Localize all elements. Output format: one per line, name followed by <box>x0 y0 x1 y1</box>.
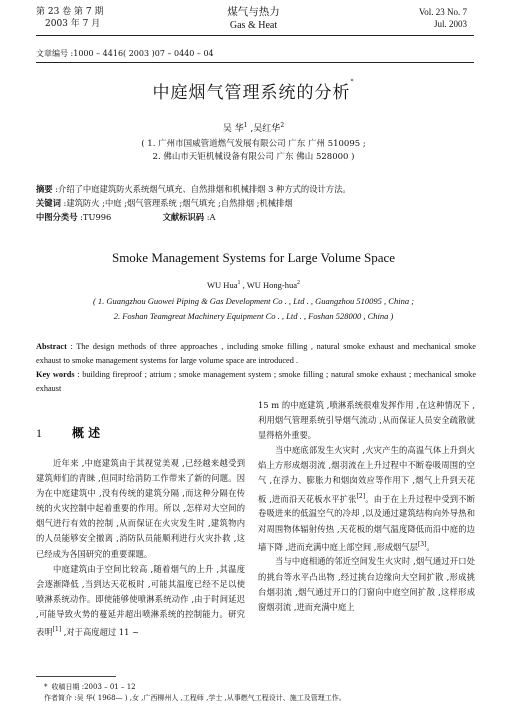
english-title: Smoke Management Systems for Large Volume Space <box>111 250 396 265</box>
header-rule <box>36 35 474 36</box>
paragraph <box>258 443 475 554</box>
paragraph-text: 。 <box>426 541 435 552</box>
issue-date-en: Jul. 2003 <box>433 19 467 29</box>
footnote-received <box>36 682 136 692</box>
cn-keywords-label: 关键词 <box>36 198 61 208</box>
journal-volume-en <box>419 6 467 30</box>
paragraph-text: 当中庭底部发生火灾时 ,火灾产生的高温气体上升到火焰上方形成烟羽流 ,烟羽流在上升过程中不断卷吸周围的空气 ,在浮力、膨胀力和烟囱效应等作用下 ,烟气上升到天花板 ,进而沿天花板水平扩张 <box>258 445 475 504</box>
paragraph: 15 m 的中庭建筑 ,喷淋系统很难发挥作用 ,在这种情况下 ,利用烟气管理系统引导烟气流动 ,从而保证人员安全疏散就显得格外重要。 <box>258 400 475 441</box>
en-author-separator: , <box>240 280 247 290</box>
cn-doc-label: 文献标识码 <box>162 212 205 222</box>
article-number-rule <box>36 62 474 63</box>
article-number: 文章编号 :1000 – 4416( 2003 )07 – 0440 – 04 <box>36 49 214 58</box>
paper-title <box>0 78 507 103</box>
title-footnote-mark: * <box>350 78 355 85</box>
volume-number-en: Vol. 23 No. 7 <box>418 7 467 17</box>
journal-name-en: Gas & Heat <box>229 20 278 31</box>
cn-doc-text: :A <box>204 212 216 222</box>
paragraph: 当与中庭相通的邻近空间发生火灾时 ,烟气通过开口处的挑台等水平凸出物 ,经过挑台边缘向大空间扩散 ,形成挑台烟羽流 ,烟气通过开口的门窗向中庭空间扩散 ,这样形成窗烟羽流 ,进而充满中庭上 <box>258 556 475 612</box>
footnote-rule <box>36 676 116 677</box>
author-line <box>0 121 507 134</box>
en-keywords-label: Key words <box>36 370 75 379</box>
cn-abstract-text: :介绍了中庭建筑防火系统烟气填充、自然排烟和机械排烟 3 种方式的设计方法。 <box>52 184 351 194</box>
cn-abstract-label: 摘要 <box>36 184 53 194</box>
author-1: 吴 华 <box>222 124 244 134</box>
paragraph-text: ,对于高度超过 11 ~ <box>61 626 139 637</box>
affiliation-2: 2. 佛山市天钜机械设备有限公司 广东 佛山 528000 ) <box>152 152 355 162</box>
journal-name-cn: 煤气与热力 <box>227 6 280 18</box>
footnote-mark: * <box>44 683 48 691</box>
cn-keywords <box>36 197 476 210</box>
author-1-sup: 1 <box>243 122 248 129</box>
paragraph-text: 中庭建筑由于空间比较高 ,随着烟气的上升 ,其温度会逐渐降低 ,当到达天花板时 ,可能其温度已经不足以使喷淋系统动作。即使能够使喷淋系统动作 ,由于时间延迟 ,可能导致火势的蔓延并超出喷淋系统的控制能力。研究表明 <box>36 563 245 637</box>
english-affiliation-2: 2. Foshan Teamgreat Machinery Equipment Co . , Ltd . , Foshan 528000 , China ) <box>113 311 394 321</box>
en-author-1-sup: 1 <box>237 280 241 287</box>
cn-keywords-text: :建筑防火 ;中庭 ;烟气管理系统 ;烟气填充 ;自然排烟 ;机械排烟 <box>60 198 293 208</box>
en-keywords <box>36 368 476 396</box>
issue-date: 2003 年 7 月 <box>45 19 101 29</box>
issue-volume: 第 23 卷 第 7 期 <box>36 7 104 17</box>
citation: [1] <box>52 626 62 634</box>
en-author-2-sup: 2 <box>296 280 300 287</box>
en-abstract-label: Abstract <box>36 342 67 351</box>
author-2-sup: 2 <box>280 122 285 129</box>
author-bio: 作者简介 :吴 华( 1968— ) ,女 ,广西柳州人 ,工程师 ,学士 ,从事燃气工程设计、施工及管理工作。 <box>44 694 346 702</box>
paragraph-text: 。由于在上升过程中受到不断卷吸进来的低温空气的冷却 ,以及通过建筑结构向外导热和对周围物体辐射传热 ,天花板的烟气温度降低而沿中庭的边墙下降 ,进而充满中庭上部空间 ,形成烟气层 <box>258 493 475 552</box>
en-abstract-text: : The design methods of three approaches , including smoke filling , natural smoke exhaust and mechanical smoke exhaust to smoke management systems for large volume space are introduced . <box>36 342 476 365</box>
cn-class-label: 中图分类号 <box>36 212 78 222</box>
author-separator: , <box>247 124 254 134</box>
en-keywords-text: : building fireproof ; atrium ; smoke management system ; smoke filling ; natural smoke exhaust ; mechanical smoke exhaust <box>36 370 477 393</box>
section-number: 1 <box>36 426 42 440</box>
affiliation-1: ( 1. 广州市国威管道燃气发展有限公司 广东 广州 510095 ; <box>141 139 366 149</box>
english-author-line <box>0 280 507 290</box>
cn-classification <box>36 211 476 224</box>
en-author-1: WU Hua <box>207 280 238 290</box>
section-heading <box>36 424 100 441</box>
right-column <box>258 398 475 615</box>
english-affiliation-1: ( 1. Guangzhou Guowei Piping & Gas Development Co . , Ltd . , Guangzhou 510095 , China ; <box>92 296 415 306</box>
footnote-author-bio <box>36 693 346 703</box>
en-abstract <box>36 340 476 368</box>
cn-abstract <box>36 183 476 196</box>
en-author-2: WU Hong-hua <box>246 280 297 290</box>
citation: [2] <box>356 492 366 500</box>
section-title: 概 述 <box>72 426 101 440</box>
received-date: 收稿日期 :2003 – 01 – 12 <box>51 683 136 691</box>
author-2: 吴红华 <box>253 124 281 134</box>
paper-title-text: 中庭烟气管理系统的分析 <box>152 83 351 103</box>
paragraph <box>36 562 245 640</box>
paragraph: 近年来 ,中庭建筑由于其视觉美观 ,已经越来越受到建筑师们的青睐 ,但同时给消防工作带来了新的问题。因为在中庭建筑中 ,没有传统的建筑分隔 ,而这种分隔在传统的火灾控制中起着重要的作用。所以 ,怎样对大空间的烟气进行有效的控制 ,从而保证在火灾发生时 ,建筑物内的人员能够安全撤离 ,消防队员能顺利进行火灾扑救 ,这已经成为各国研究的重要课题。 <box>36 458 245 559</box>
left-column <box>36 456 245 640</box>
cn-class-text: :TU996 <box>77 212 112 222</box>
citation: [3] <box>417 540 427 548</box>
